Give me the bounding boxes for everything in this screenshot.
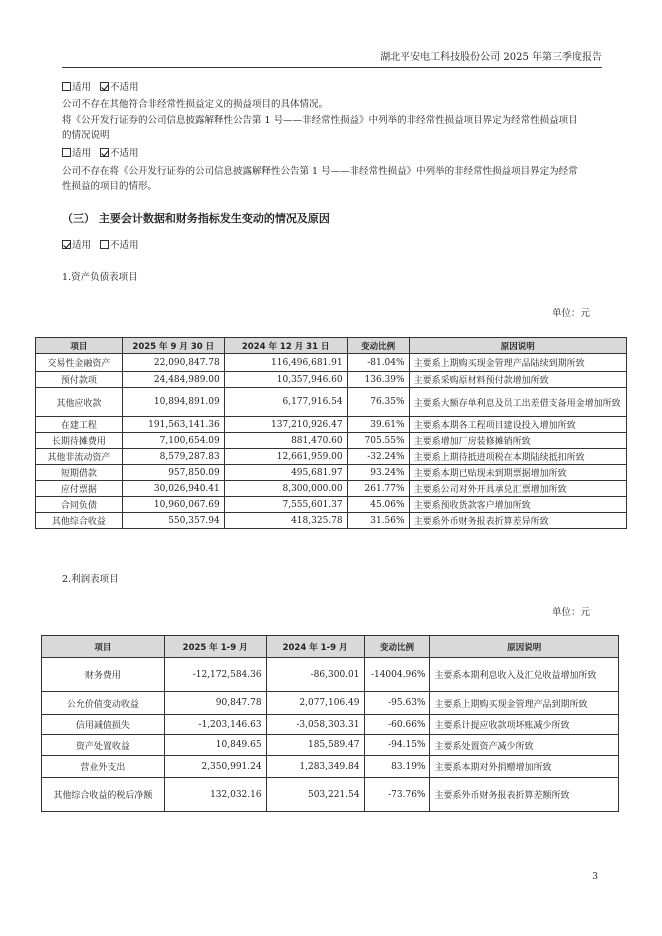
- section-3-title: （三） 主要会计数据和财务指标发生变动的情况及原因: [62, 212, 330, 225]
- table-cell: 116,496,681.91: [224, 354, 347, 372]
- table-cell: 应付票据: [36, 481, 123, 497]
- table-cell: 资产处置收益: [42, 735, 165, 756]
- column-header: 2024 年 1-9 月: [266, 636, 364, 658]
- table-cell: -60.66%: [364, 715, 430, 735]
- table-cell: 其他应收款: [36, 388, 123, 417]
- table-cell: 957,850.09: [122, 465, 224, 481]
- table-cell: 45.06%: [347, 497, 409, 513]
- applicable-checkbox-2: [62, 148, 71, 157]
- report-header-title: 湖北平安电工科技股份公司 2025 年第三季度报告: [380, 52, 602, 63]
- column-header: 变动比例: [364, 636, 430, 658]
- not-applicable-label: 不适用: [110, 82, 139, 93]
- table-cell: 136.39%: [347, 372, 409, 388]
- paragraph-1: 公司不存在其他符合非经常性损益定义的损益项目的具体情况。: [62, 99, 329, 110]
- table-cell: -3,058,303.31: [266, 715, 364, 735]
- page-number: 3: [592, 872, 598, 882]
- table-cell: 83.19%: [364, 756, 430, 778]
- table-cell: 合同负债: [36, 497, 123, 513]
- table-cell: 503,221.54: [266, 778, 364, 812]
- table-cell: 主要系上期待抵进项税在本期陆续抵扣所致: [409, 449, 626, 465]
- column-header: 项目: [36, 338, 123, 354]
- table-row: [36, 388, 627, 417]
- applicable-label-3: 适用: [72, 240, 92, 251]
- table-cell: 418,325.78: [224, 513, 347, 529]
- table-cell: -1,203,146.63: [164, 715, 266, 735]
- checkbox-row-3: [62, 238, 602, 253]
- table-cell: 在建工程: [36, 417, 123, 433]
- table-row: [36, 417, 627, 433]
- table-cell: 其他综合收益: [36, 513, 123, 529]
- table-cell: 137,210,926.47: [224, 417, 347, 433]
- applicable-checkbox-3: [62, 240, 71, 249]
- table-cell: 主要系上期购买现金管理产品到期所致: [430, 692, 619, 715]
- table-cell: 主要系本期各工程项目建设投入增加所致: [409, 417, 626, 433]
- column-header: 2025 年 1-9 月: [164, 636, 266, 658]
- applicable-label-2: 适用: [72, 148, 92, 159]
- table-cell: 24,484,989.00: [122, 372, 224, 388]
- checkbox-row-2: [62, 146, 602, 161]
- table-cell: 其他非流动资产: [36, 449, 123, 465]
- table-cell: 2,077,106.49: [266, 692, 364, 715]
- table-cell: 7,555,601.37: [224, 497, 347, 513]
- table-cell: 主要系上期购买现金管理产品陆续到期所致: [409, 354, 626, 372]
- income-statement-table: [41, 635, 619, 812]
- table-cell: 90,847.78: [164, 692, 266, 715]
- table-cell: 主要系外币财务报表折算差异所致: [409, 513, 626, 529]
- paragraph-2: 将《公开发行证券的公司信息披露解释性公告第 1 号——非经常性损益》中列举的非经常性损益项目界定为经常性损益项目的情况说明: [62, 115, 578, 141]
- table-cell: 39.61%: [347, 417, 409, 433]
- table-cell: 财务费用: [42, 658, 165, 692]
- table-row: [36, 481, 627, 497]
- table-row: [36, 449, 627, 465]
- table-row: [36, 372, 627, 388]
- balance-sheet-table: [35, 337, 627, 529]
- table-cell: 信用减值损失: [42, 715, 165, 735]
- table-cell: 191,563,141.36: [122, 417, 224, 433]
- table-cell: 交易性金融资产: [36, 354, 123, 372]
- income-statement-subtitle: 2.利润表项目: [62, 574, 119, 585]
- unit-label-1: 单位：元: [551, 308, 590, 319]
- table-cell: -73.76%: [364, 778, 430, 812]
- balance-sheet-subtitle: 1.资产负债表项目: [62, 272, 138, 283]
- unit-label-2: 单位：元: [551, 607, 590, 618]
- table-cell: 主要系处置资产减少所致: [430, 735, 619, 756]
- column-header: 原因说明: [430, 636, 619, 658]
- table-cell: 7,100,654.09: [122, 433, 224, 449]
- table-row: [36, 513, 627, 529]
- applicable-checkbox: [62, 82, 71, 91]
- table-cell: -86,300.01: [266, 658, 364, 692]
- applicable-label: 适用: [72, 82, 92, 93]
- table-cell: 主要系公司对外开具承兑汇票增加所致: [409, 481, 626, 497]
- table-cell: 881,470.60: [224, 433, 347, 449]
- table-cell: 93.24%: [347, 465, 409, 481]
- table-row: [42, 778, 619, 812]
- not-applicable-checkbox-2: [100, 148, 109, 157]
- column-header: 变动比例: [347, 338, 409, 354]
- table-cell: 185,589.47: [266, 735, 364, 756]
- table-row: [36, 433, 627, 449]
- table-cell: -12,172,584.36: [164, 658, 266, 692]
- not-applicable-checkbox-3: [100, 240, 109, 249]
- table-cell: 6,177,916.54: [224, 388, 347, 417]
- table-row: [36, 354, 627, 372]
- column-header: 原因说明: [409, 338, 626, 354]
- table-cell: 22,090,847.78: [122, 354, 224, 372]
- table-header-row: [42, 636, 619, 658]
- table-cell: 公允价值变动收益: [42, 692, 165, 715]
- table-cell: -81.04%: [347, 354, 409, 372]
- table-cell: 1,283,349.84: [266, 756, 364, 778]
- table-cell: 76.35%: [347, 388, 409, 417]
- not-applicable-checkbox: [100, 82, 109, 91]
- paragraph-3: 公司不存在将《公开发行证券的公司信息披露解释性公告第 1 号——非经常性损益》中列举的非经常性损益项目界定为经常性损益的项目的情形。: [62, 166, 578, 192]
- column-header: 2025 年 9 月 30 日: [122, 338, 224, 354]
- table-row: [36, 497, 627, 513]
- table-cell: 主要系外币财务报表折算差额所致: [430, 778, 619, 812]
- not-applicable-label-2: 不适用: [110, 148, 139, 159]
- table-cell: 其他综合收益的税后净额: [42, 778, 165, 812]
- table-row: [42, 735, 619, 756]
- table-cell: 主要系本期已贴现未到期票据增加所致: [409, 465, 626, 481]
- table-header-row: [36, 338, 627, 354]
- table-cell: 10,357,946.60: [224, 372, 347, 388]
- table-cell: 2,350,991.24: [164, 756, 266, 778]
- table-cell: 主要系计提应收款项坏账减少所致: [430, 715, 619, 735]
- report-header: [62, 48, 602, 68]
- table-cell: 8,300,000.00: [224, 481, 347, 497]
- table-cell: 主要系预收货款客户增加所致: [409, 497, 626, 513]
- table-cell: -14004.96%: [364, 658, 430, 692]
- table-row: [42, 715, 619, 735]
- not-applicable-label-3: 不适用: [110, 240, 139, 251]
- table-cell: 12,661,959.00: [224, 449, 347, 465]
- table-cell: 主要系采购原材料预付款增加所致: [409, 372, 626, 388]
- table-row: [42, 658, 619, 692]
- table-cell: -95.63%: [364, 692, 430, 715]
- table-cell: 495,681.97: [224, 465, 347, 481]
- table-cell: 550,357.94: [122, 513, 224, 529]
- table-cell: 8,579,287.83: [122, 449, 224, 465]
- table-cell: 长期待摊费用: [36, 433, 123, 449]
- table-cell: 132,032.16: [164, 778, 266, 812]
- column-header: 2024 年 12 月 31 日: [224, 338, 347, 354]
- table-cell: 10,894,891.09: [122, 388, 224, 417]
- table-cell: 10,849.65: [164, 735, 266, 756]
- table-cell: 30,026,940.41: [122, 481, 224, 497]
- table-cell: 261.77%: [347, 481, 409, 497]
- table-cell: 主要系本期对外捐赠增加所致: [430, 756, 619, 778]
- table-cell: 31.56%: [347, 513, 409, 529]
- table-row: [42, 692, 619, 715]
- column-header: 项目: [42, 636, 165, 658]
- table-cell: 短期借款: [36, 465, 123, 481]
- table-cell: -32.24%: [347, 449, 409, 465]
- table-cell: 主要系大额存单利息及员工出差借支备用金增加所致: [409, 388, 626, 417]
- checkbox-row-1: [62, 80, 602, 95]
- table-cell: 预付款项: [36, 372, 123, 388]
- table-cell: 营业外支出: [42, 756, 165, 778]
- table-cell: 主要系增加厂房装修摊销所致: [409, 433, 626, 449]
- table-cell: 主要系本期利息收入及汇兑收益增加所致: [430, 658, 619, 692]
- table-cell: 10,960,067.69: [122, 497, 224, 513]
- table-row: [42, 756, 619, 778]
- table-row: [36, 465, 627, 481]
- table-cell: 705.55%: [347, 433, 409, 449]
- table-cell: -94.15%: [364, 735, 430, 756]
